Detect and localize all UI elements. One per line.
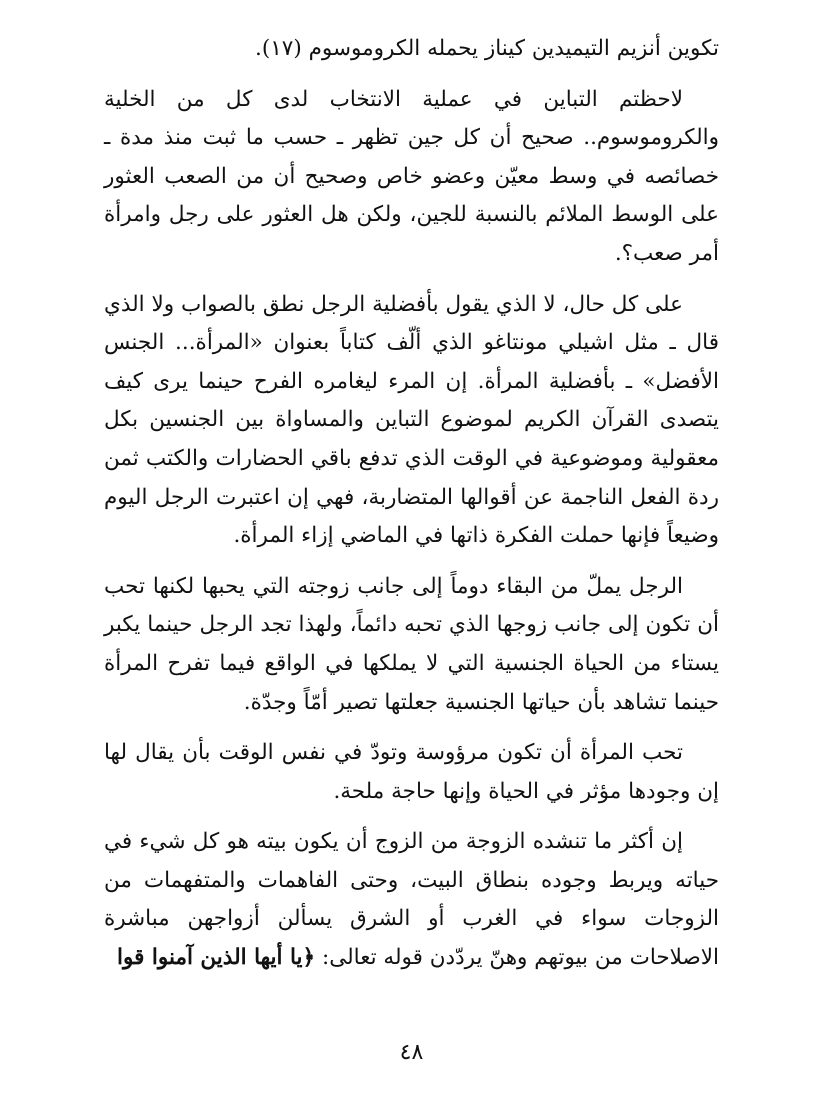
paragraph-1 [104,30,719,69]
quranic-quote: ﴿يا أيها الذين آمنوا قوا [117,945,316,971]
paragraph-4 [104,568,719,722]
paragraph-5-text: تحب المرأة أن تكون مرؤوسة وتودّ في نفس الوقت بأن يقال لها إن وجودها مؤثر في الحياة وإنها حاجة ملحة. [104,740,719,804]
paragraph-6-text: إن أكثر ما تنشده الزوجة من الزوج أن يكون بيته هو كل شيء في حياته ويربط وجوده بنطاق البيت، وحتى الفاهمات والمتفهمات من الزوجات سواء في الغرب أو الشرق يسألن أزواجهن مباشرة الاصلاحات من بيوتهم وهنّ يردّدن قوله تعالى: [104,829,719,971]
paragraph-3-text: على كل حال، لا الذي يقول بأفضلية الرجل نطق بالصواب ولا الذي قال ـ مثل اشيلي مونتاغو الذي ألّف كتاباً بعنوان «المرأة... الجنس الأفضل» ـ بأفضلية المرأة. إن المرء ليغامره الفرح حينما يرى كيف يتصدى القرآن الكريم لموضوع التباين والمساواة بين الجنسين بكل معقولية وموضوعية في الوقت الذي تدفع باقي الحضارات والكتب ثمن ردة الفعل الناجمة عن أقوالها المتضاربة، فهي إن اعتبرت الرجل اليوم وضيعاً فإنها حملت الفكرة ذاتها في الماضي إزاء المرأة. [104,291,719,549]
paragraph-3 [104,286,719,556]
paragraph-6 [104,823,719,977]
paragraph-4-text: الرجل يملّ من البقاء دوماً إلى جانب زوجته التي يحبها لكنها تحب أن تكون إلى جانب زوجها الذي تحبه دائماً، ولهذا تجد الرجل حينما يكبر يستاء من الحياة الجنسية التي لا يملكها في الواقع فيما تفرح المرأة حينما تشاهد بأن حياتها الجنسية جعلتها تصير أمّاً وجدّة. [104,573,719,715]
paragraph-2 [104,81,719,274]
page-number: ٤٨ [399,1040,424,1065]
paragraph-2-text: لاحظتم التباين في عملية الانتخاب لدى كل من الخلية والكروموسوم.. صحيح أن كل جين تظهر ـ حسب ما ثبت منذ مدة ـ خصائصه في وسط معيّن وعضو خاص وصحيح أن من الصعب العثور على الوسط الملائم بالنسبة للجين، ولكن هل العثور على رجل وامرأة أمر صعب؟. [104,86,719,266]
paragraph-5 [104,734,719,811]
body-text [104,30,719,990]
paragraph-1-text: تكوين أنزيم التيميدين كيناز يحمله الكروموسوم (١٧). [255,36,719,61]
